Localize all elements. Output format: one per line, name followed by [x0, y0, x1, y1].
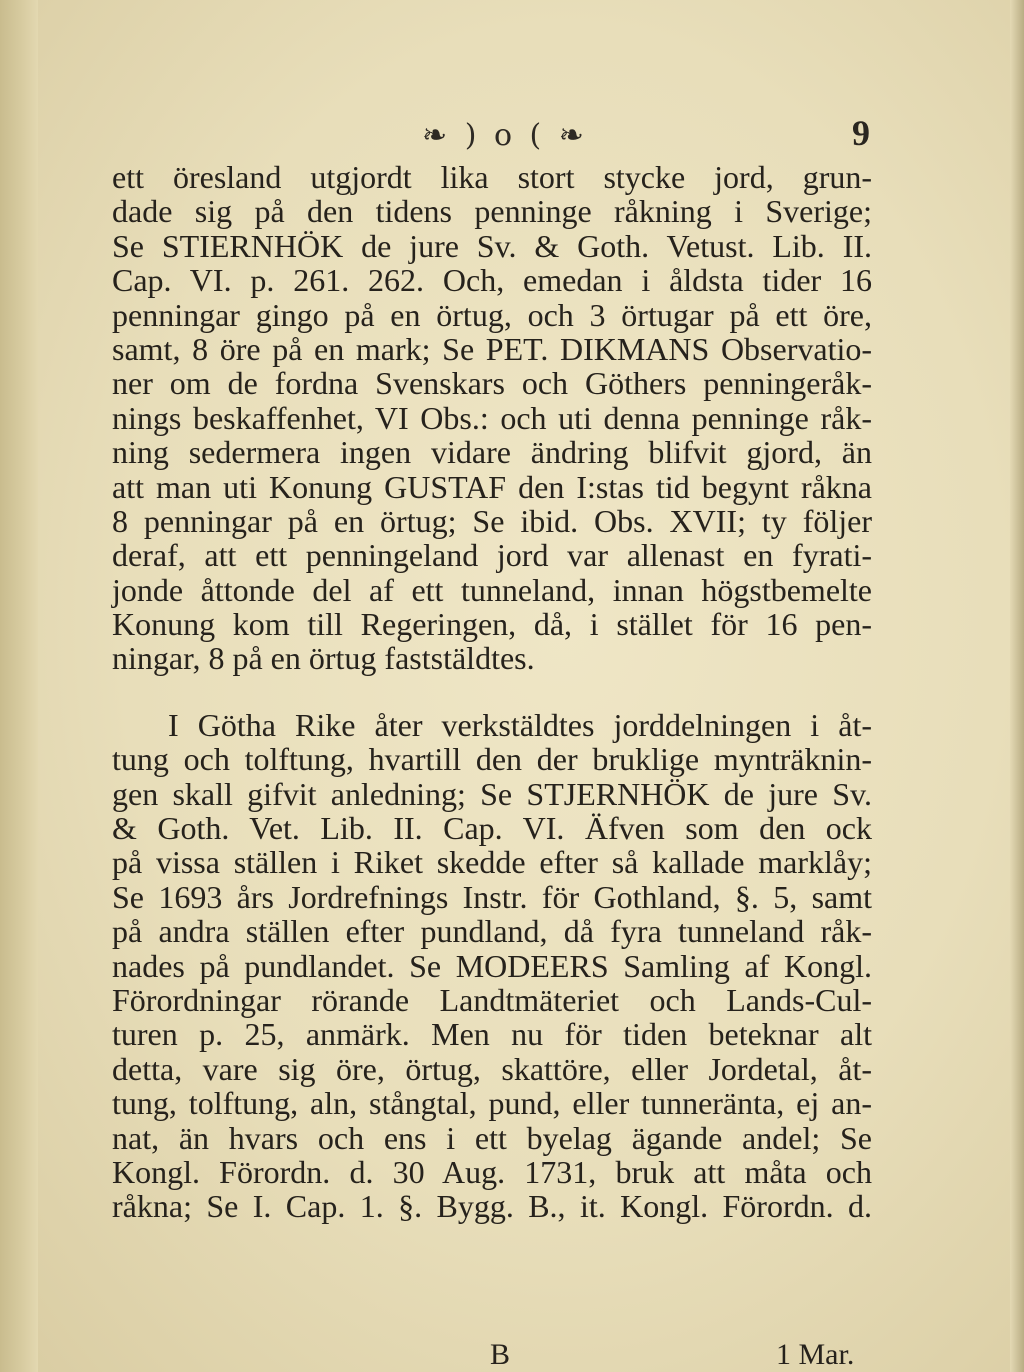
text-line: tung, tolftung, aln, stångtal, pund, eller tunneränta, ej an- — [112, 1085, 872, 1122]
text-line: deraf, att ett penningeland jord var allenast en fyrati- — [112, 537, 872, 574]
running-head-ornament: ❧ ) o ( ❧ — [422, 118, 588, 153]
text-line: ner om de fordna Svenskars och Göthers penningeråk- — [112, 365, 872, 402]
text-line: detta, vare sig öre, örtug, skattöre, eller Jordetal, åt- — [112, 1050, 872, 1087]
text-line: ning sedermera ingen vidare ändring blifvit gjord, än — [112, 434, 872, 471]
text-line: Se STIERNHÖK de jure Sv. & Goth. Vetust. Lib. II. — [112, 227, 872, 264]
text-line: ningar, 8 på en örtug faststäldtes. — [112, 640, 535, 677]
page-gutter — [0, 0, 38, 1372]
page-number: 9 — [852, 113, 870, 153]
text-line: Kongl. Förordn. d. 30 Aug. 1731, bruk att måta och — [112, 1153, 872, 1190]
text-line: I Götha Rike åter verkstäldtes jorddelningen i åt- — [168, 706, 872, 743]
text-line: Förordningar rörande Landtmäteriet och Lands-Cul- — [112, 981, 872, 1018]
paragraph-gap — [112, 676, 872, 708]
text-line: & Goth. Vet. Lib. II. Cap. VI. Äfven som den ock — [112, 810, 872, 847]
text-line: nings beskaffenhet, VI Obs.: och uti denna penninge råk- — [112, 399, 872, 436]
text-line: på andra ställen efter pundland, då fyra tunneland råk- — [112, 913, 872, 950]
text-line: gen skall gifvit anledning; Se STJERNHÖK de jure Sv. — [112, 775, 872, 812]
text-line: råkna; Se I. Cap. 1. §. Bygg. B., it. Kongl. Förordn. d. — [112, 1188, 872, 1225]
catchword: 1 Mar. — [776, 1338, 855, 1371]
text-line: nades på pundlandet. Se MODEERS Samling af Kongl. — [112, 947, 872, 984]
text-line: på vissa ställen i Riket skedde efter så kallade marklåy; — [112, 844, 872, 881]
text-line: penningar gingo på en örtug, och 3 örtugar på ett öre, — [112, 296, 872, 333]
paragraph-2 — [112, 708, 872, 1224]
text-line: Konung kom till Regeringen, då, i stället för 16 pen- — [112, 606, 872, 643]
paragraph-1 — [112, 160, 872, 676]
text-line: turen p. 25, anmärk. Men nu för tiden beteknar alt — [112, 1016, 872, 1053]
text-line: dade sig på den tidens penninge råkning i Sverige; — [112, 193, 872, 230]
body-text — [112, 160, 872, 1224]
text-line: Se 1693 års Jordrefnings Instr. för Gothland, §. 5, samt — [112, 878, 872, 915]
signature-mark: B — [490, 1338, 511, 1371]
text-line: Cap. VI. p. 261. 262. Och, emedan i åldsta tider 16 — [112, 262, 872, 299]
text-line: ett öresland utgjordt lika stort stycke jord, grun- — [112, 159, 872, 195]
text-line: att man uti Konung GUSTAF den I:stas tid begynt råkna — [112, 468, 872, 505]
text-line: jonde åttonde del af ett tunneland, innan högstbemelte — [112, 571, 872, 608]
text-line: 8 penningar på en örtug; Se ibid. Obs. XVII; ty följer — [112, 502, 872, 539]
text-line: nat, än hvars och ens i ett byelag ägande andel; Se — [112, 1119, 872, 1156]
page-edge — [1010, 0, 1024, 1372]
text-line: samt, 8 öre på en mark; Se PET. DIKMANS Observatio- — [112, 330, 872, 367]
text-line: tung och tolftung, hvartill den der bruklige mynträknin- — [112, 741, 872, 778]
